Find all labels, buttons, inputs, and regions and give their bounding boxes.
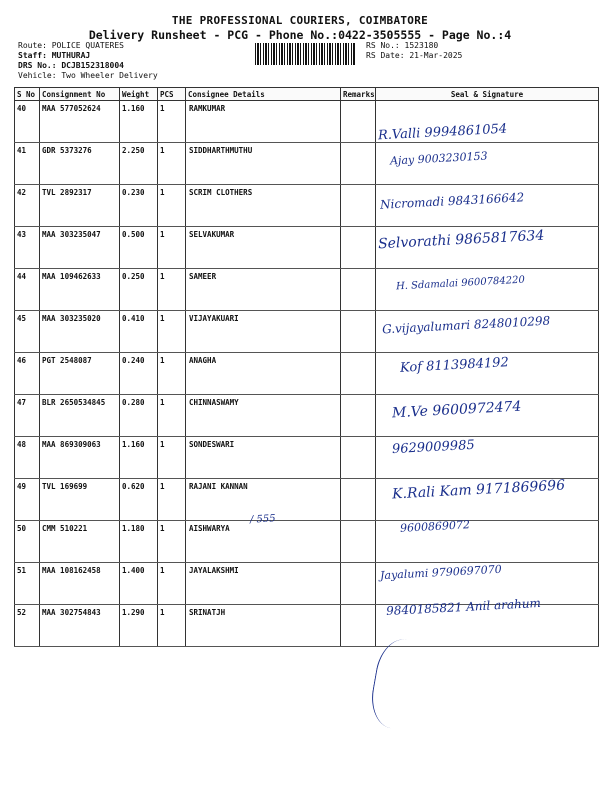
cell-remarks — [341, 479, 376, 521]
cell-weight: 0.500 — [120, 227, 158, 269]
handwritten-signature: M.Ve 9600972474 — [391, 398, 522, 422]
cell-pcs: 1 — [158, 311, 186, 353]
cell-weight: 0.240 — [120, 353, 158, 395]
col-header-pcs: PCS — [158, 88, 186, 101]
cell-weight: 0.280 — [120, 395, 158, 437]
cell-weight: 1.400 — [120, 563, 158, 605]
handwritten-signature: G.vijayalumari 8248010298 — [381, 313, 551, 337]
cell-sno: 46 — [15, 353, 40, 395]
handwritten-signature: 9600869072 — [399, 518, 471, 535]
col-header-consignee: Consignee Details — [186, 88, 341, 101]
cell-remarks — [341, 311, 376, 353]
rs-no-label: RS No.: 1523180 — [366, 41, 439, 50]
cell-weight: 0.250 — [120, 269, 158, 311]
cell-pcs: 1 — [158, 143, 186, 185]
handwritten-signature: K.Rali Kam 9171869696 — [391, 477, 566, 503]
cell-weight: 0.620 — [120, 479, 158, 521]
cell-consignment-no: MAA 869309063 — [40, 437, 120, 479]
cell-consignment-no: PGT 2548087 — [40, 353, 120, 395]
cell-remarks — [341, 269, 376, 311]
cell-consignee: SCRIM CLOTHERS — [186, 185, 341, 227]
handwritten-signature: Selvorathi 9865817634 — [377, 227, 545, 253]
cell-consignment-no: MAA 577052624 — [40, 101, 120, 143]
table-header-row — [15, 88, 599, 101]
cell-remarks — [341, 521, 376, 563]
runsheet-meta-right — [366, 41, 462, 61]
cell-consignee: SRINATJH — [186, 605, 341, 647]
cell-sno: 51 — [15, 563, 40, 605]
cell-consignment-no: MAA 302754843 — [40, 605, 120, 647]
table-row — [15, 353, 599, 395]
table-row — [15, 143, 599, 185]
company-title: THE PROFESSIONAL COURIERS, COIMBATORE — [171, 14, 429, 27]
cell-sno: 49 — [15, 479, 40, 521]
cell-sno: 43 — [15, 227, 40, 269]
handwritten-signature: H. Sdamalai 9600784220 — [395, 274, 526, 293]
cell-sno: 52 — [15, 605, 40, 647]
cell-remarks — [341, 185, 376, 227]
cell-weight: 1.160 — [120, 101, 158, 143]
cell-pcs: 1 — [158, 605, 186, 647]
cell-consignment-no: CMM 510221 — [40, 521, 120, 563]
cell-sno: 45 — [15, 311, 40, 353]
cell-consignment-no: BLR 2650534845 — [40, 395, 120, 437]
handwritten-signature: 9629009985 — [391, 437, 476, 458]
handwritten-signature: Ajay 9003230153 — [389, 149, 488, 168]
route-label: Route: POLICE QUATERES — [18, 41, 124, 50]
handwritten-signature: Kof 8113984192 — [399, 355, 510, 376]
cell-pcs: 1 — [158, 395, 186, 437]
table-row — [15, 521, 599, 563]
runsheet-meta-left — [18, 41, 158, 81]
handwritten-signature: Nicromadi 9843166642 — [379, 190, 525, 212]
cell-pcs: 1 — [158, 479, 186, 521]
cell-pcs: 1 — [158, 521, 186, 563]
runsheet-table — [14, 87, 599, 647]
cell-weight: 1.160 — [120, 437, 158, 479]
cell-remarks — [341, 143, 376, 185]
drs-label: DRS No.: DCJB152318004 — [18, 61, 124, 70]
cell-consignee: SELVAKUMAR — [186, 227, 341, 269]
cell-consignment-no: GDR 5373276 — [40, 143, 120, 185]
col-header-signature: Seal & Signature — [376, 88, 599, 101]
cell-consignee: ANAGHA — [186, 353, 341, 395]
cell-remarks — [341, 101, 376, 143]
vehicle-label: Vehicle: Two Wheeler Delivery — [18, 71, 158, 80]
cell-weight: 1.180 — [120, 521, 158, 563]
handwritten-signature: / 555 — [249, 513, 276, 526]
cell-pcs: 1 — [158, 353, 186, 395]
cell-pcs: 1 — [158, 101, 186, 143]
staff-label: Staff: MUTHURAJ — [18, 51, 91, 60]
table-row — [15, 101, 599, 143]
cell-remarks — [341, 437, 376, 479]
cell-consignee: JAYALAKSHMI — [186, 563, 341, 605]
cell-consignment-no: MAA 108162458 — [40, 563, 120, 605]
runsheet-title: Delivery Runsheet - PCG - Phone No.:0422-3505555 - Page No.:4 — [88, 28, 512, 42]
cell-consignment-no: MAA 109462633 — [40, 269, 120, 311]
cell-sno: 48 — [15, 437, 40, 479]
col-header-sno: S No — [15, 88, 40, 101]
handwritten-signature: Jayalumi 9790697070 — [379, 562, 503, 583]
cell-consignment-no: TVL 169699 — [40, 479, 120, 521]
cell-consignment-no: MAA 303235020 — [40, 311, 120, 353]
cell-consignee: SONDESWARI — [186, 437, 341, 479]
cell-weight: 0.230 — [120, 185, 158, 227]
handwritten-signature: 9840185821 Anil arahum — [385, 595, 542, 619]
cell-consignee: SAMEER — [186, 269, 341, 311]
cell-consignee: AISHWARYA — [186, 521, 341, 563]
col-header-remarks: Remarks — [341, 88, 376, 101]
col-header-consignment: Consignment No — [40, 88, 120, 101]
cell-sno: 42 — [15, 185, 40, 227]
cell-consignee: VIJAYAKUARI — [186, 311, 341, 353]
cell-consignee: RAJANI KANNAN — [186, 479, 341, 521]
cell-remarks — [341, 563, 376, 605]
cell-consignee: SIDDHARTHMUTHU — [186, 143, 341, 185]
cell-pcs: 1 — [158, 563, 186, 605]
table-row — [15, 437, 599, 479]
cell-pcs: 1 — [158, 185, 186, 227]
cell-sno: 50 — [15, 521, 40, 563]
rs-date-label: RS Date: 21-Mar-2025 — [366, 51, 463, 60]
handwritten-signature: R.Valli 9994861054 — [377, 121, 508, 144]
pen-scribble — [367, 635, 443, 734]
cell-consignee: CHINNASWAMY — [186, 395, 341, 437]
cell-sno: 40 — [15, 101, 40, 143]
cell-sno: 41 — [15, 143, 40, 185]
cell-remarks — [341, 227, 376, 269]
cell-remarks — [341, 395, 376, 437]
barcode — [255, 43, 355, 65]
cell-remarks — [341, 353, 376, 395]
cell-consignee: RAMKUMAR — [186, 101, 341, 143]
cell-weight: 0.410 — [120, 311, 158, 353]
cell-pcs: 1 — [158, 227, 186, 269]
cell-sno: 47 — [15, 395, 40, 437]
cell-pcs: 1 — [158, 269, 186, 311]
cell-pcs: 1 — [158, 437, 186, 479]
cell-consignment-no: TVL 2892317 — [40, 185, 120, 227]
cell-weight: 1.290 — [120, 605, 158, 647]
cell-sno: 44 — [15, 269, 40, 311]
cell-consignment-no: MAA 303235047 — [40, 227, 120, 269]
cell-remarks — [341, 605, 376, 647]
col-header-weight: Weight — [120, 88, 158, 101]
cell-weight: 2.250 — [120, 143, 158, 185]
